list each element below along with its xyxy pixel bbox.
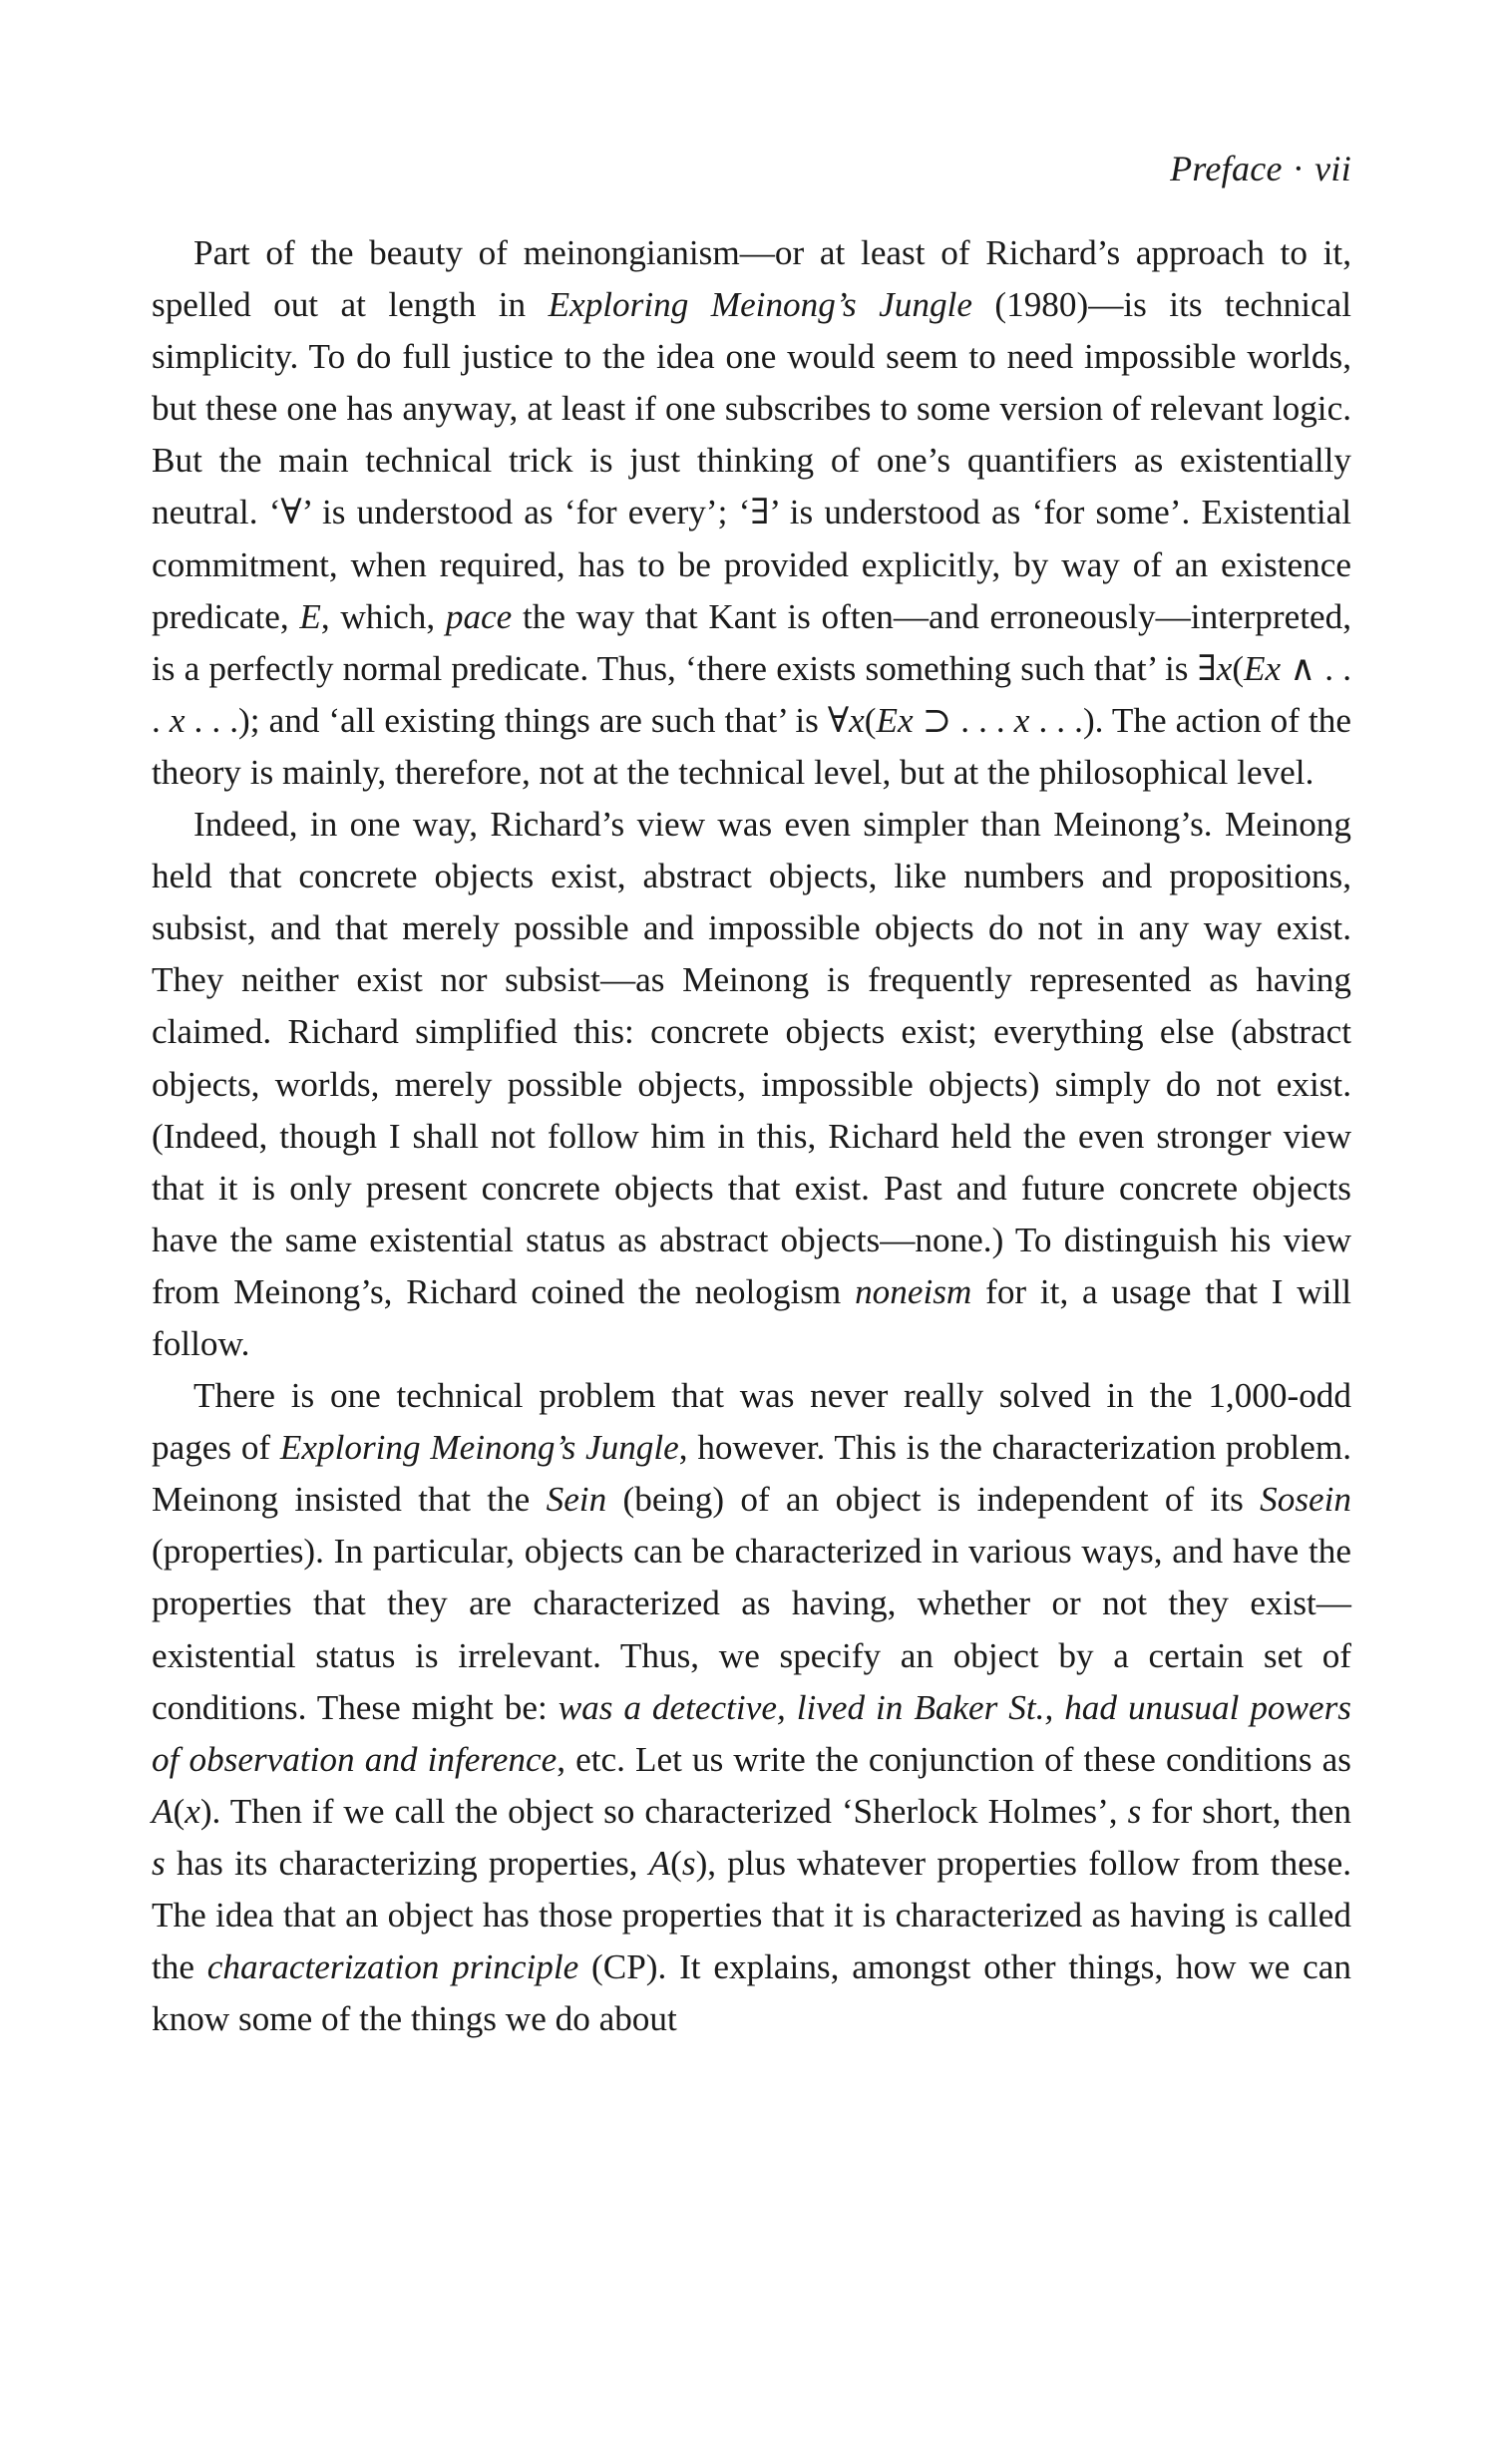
text-run: (properties). In particular, objects can be characterized in various ways, and have the properties that they are characterized as having, whether or not they exist—existential status is irrelevant. Thus, we specify an object by a certain set of conditions. These might be: bbox=[152, 1532, 1351, 1727]
italic-run: s bbox=[1127, 1791, 1142, 1831]
running-head bbox=[1170, 148, 1351, 189]
text-run: ( bbox=[864, 700, 877, 740]
italic-run: was a detective, lived in Baker St., had unusual powers of observation and inference bbox=[152, 1687, 1351, 1779]
italic-run: Ex bbox=[876, 700, 914, 740]
italic-run: E bbox=[299, 596, 321, 636]
section-title: Preface bbox=[1170, 149, 1283, 188]
text-run: (CP). It explains, amongst other things, how we can know some of the things we do about bbox=[152, 1947, 1351, 2039]
paragraph bbox=[152, 227, 1351, 799]
italic-run: x bbox=[1013, 700, 1030, 740]
text-run: . . .); and ‘all existing things are such that’ is ∀ bbox=[185, 700, 850, 740]
italic-run: pace bbox=[445, 596, 513, 636]
italic-run: Sein bbox=[546, 1480, 607, 1520]
italic-run: Ex bbox=[1244, 648, 1282, 688]
italic-run: s bbox=[152, 1843, 166, 1883]
italic-run: noneism bbox=[855, 1271, 972, 1311]
text-run: ), plus whatever properties follow from these. The idea that an object has those properties that it is characterized as having is called the bbox=[152, 1843, 1351, 1987]
italic-run: Exploring Meinong’s Jungle bbox=[548, 285, 972, 325]
text-run: ( bbox=[173, 1791, 186, 1831]
italic-run: A bbox=[648, 1843, 671, 1883]
page-number: vii bbox=[1314, 149, 1351, 188]
text-run: , which, bbox=[320, 596, 446, 636]
text-run: Part of the beauty of meinongianism—or at least of Richard’s approach to it, spelled out at length in bbox=[152, 233, 1351, 325]
text-run: for short, then bbox=[1141, 1791, 1351, 1831]
italic-run: x bbox=[1216, 648, 1233, 688]
text-run: , however. This is the characterization problem. Meinong insisted that the bbox=[152, 1428, 1351, 1520]
italic-run: s bbox=[681, 1843, 696, 1883]
text-run: (1980)—is its technical simplicity. To do full justice to the idea one would seem to need impossible worlds, but these one has anyway, at least if one subscribes to some version of relevant logic. But the main technical trick is just thinking of one’s quantifiers as existentially neutral. ‘∀’ is understood as ‘for every’; ‘∃’ is understood as ‘for some’. Existential commitment, when required, has to be provided explicitly, by way of an existence predicate, bbox=[152, 285, 1351, 636]
italic-run: Sosein bbox=[1260, 1480, 1351, 1520]
header-separator: · bbox=[1292, 149, 1306, 188]
text-run: ( bbox=[1232, 648, 1245, 688]
text-run: There is one technical problem that was never really solved in the 1,000-odd pages of bbox=[152, 1376, 1351, 1468]
text-run: ). Then if we call the object so characterized ‘Sherlock Holmes’, bbox=[199, 1791, 1128, 1831]
italic-run: characterization principle bbox=[206, 1947, 579, 1987]
text-run: the way that Kant is often—and erroneously—interpreted, is a perfectly normal predicate. Thus, ‘there exists something such that’ is ∃ bbox=[152, 596, 1352, 688]
italic-run: A bbox=[152, 1791, 174, 1831]
text-run: ∧ . . . bbox=[152, 648, 1351, 740]
text-run: has its characterizing properties, bbox=[165, 1843, 649, 1883]
italic-run: x bbox=[849, 700, 865, 740]
italic-run: x bbox=[185, 1791, 200, 1831]
text-run: (being) of an object is independent of its bbox=[606, 1480, 1261, 1520]
text-run: ( bbox=[670, 1843, 682, 1883]
text-run: ⊃ . . . bbox=[913, 700, 1014, 740]
italic-run: Exploring Meinong’s Jungle bbox=[279, 1428, 679, 1468]
text-run: for it, a usage that I will follow. bbox=[152, 1271, 1351, 1363]
body-text bbox=[152, 227, 1351, 2045]
paragraph bbox=[152, 1370, 1351, 2045]
text-run: , etc. Let us write the conjunction of these conditions as bbox=[557, 1739, 1351, 1779]
text-run: Indeed, in one way, Richard’s view was even simpler than Meinong’s. Meinong held that concrete objects exist, abstract objects, like numbers and propositions, subsist, and that merely possible and impossible objects do not in any way exist. They neither exist nor subsist—as Meinong is frequently represented as having claimed. Richard simplified this: concrete objects exist; everything else (abstract objects, worlds, merely possible objects, impossible objects) simply do not exist. (Indeed, though I shall not follow him in this, Richard held the even stronger view that it is only present concrete objects that exist. Past and future concrete objects have the same existential status as abstract objects—none.) To distinguish his view from Meinong’s, Richard coined the neologism bbox=[152, 805, 1351, 1311]
italic-run: x bbox=[169, 700, 186, 740]
paragraph bbox=[152, 799, 1351, 1370]
text-run: . . .). The action of the theory is mainly, therefore, not at the technical level, but at the philosophical level. bbox=[152, 700, 1352, 792]
